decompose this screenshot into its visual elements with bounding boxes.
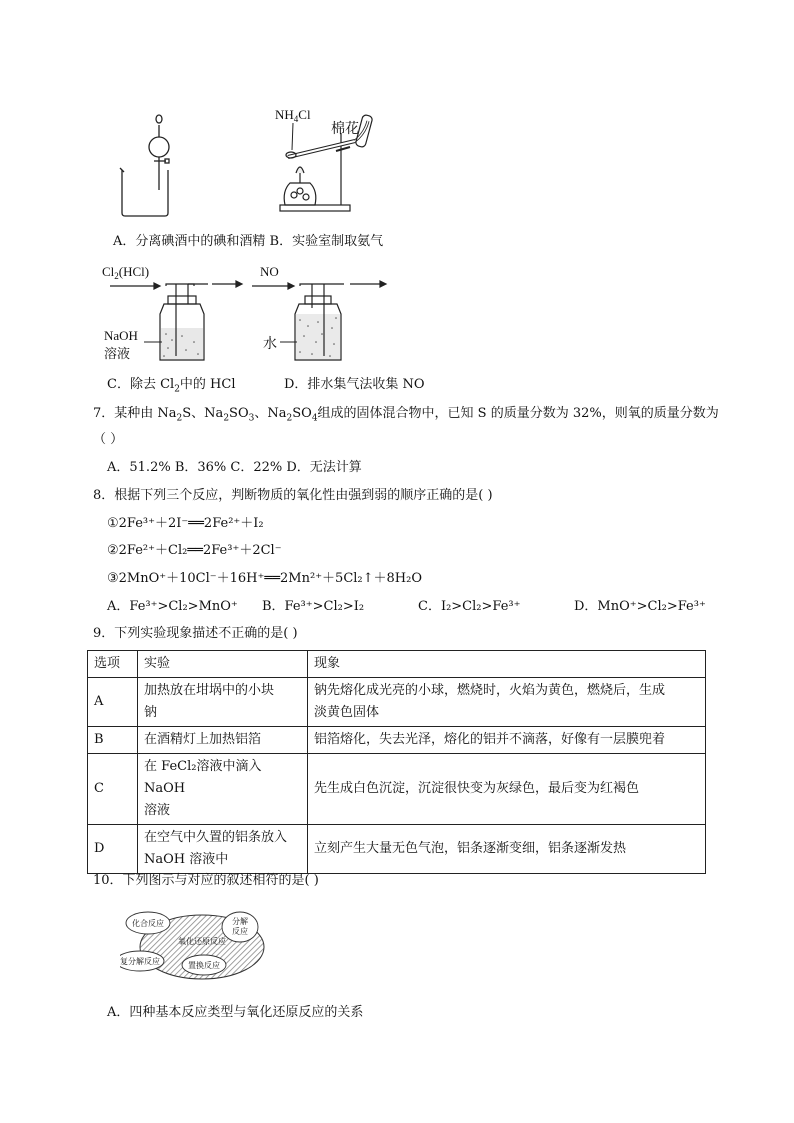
question-9-stem: 9．下列实验现象描述不正确的是( ) [93,626,298,641]
row-option: C [88,754,138,825]
row-experiment: 加热放在坩埚中的小块 钠 [138,678,308,727]
beaker-separatory-funnel-illustration [120,115,169,216]
caption-d: D．排水集气法收集 NO [284,377,425,392]
question-8-option-b: B．Fe³⁺>Cl₂>I₂ [262,599,365,614]
table-row [88,825,706,874]
label-replace: 置换反应 [188,961,220,970]
question-8-reaction-3: ③2MnO⁺＋10Cl⁻＋16H⁺══2Mn²⁺＋5Cl₂↑＋8H₂O [107,571,423,586]
row-phenomenon: 立刻产生大量无色气泡，铝条逐渐变细，铝条逐渐发热 [308,825,706,874]
table-row [88,678,706,727]
header-option: 选项 [88,651,138,678]
row-experiment: 在空气中久置的铝条放入 NaOH 溶液中 [138,825,308,874]
row-experiment: 在酒精灯上加热铝箔 [138,727,308,754]
header-phenomenon: 现象 [308,651,706,678]
label-redox: 氧化还原反应 [178,937,226,946]
label-decompose-1: 分解 [232,917,248,926]
row-option: A [88,678,138,727]
question-8-option-c: C．I₂>Cl₂>Fe³⁺ [418,599,521,614]
row-phenomenon: 先生成白色沉淀，沉淀很快变为灰绿色，最后变为红褐色 [308,754,706,825]
header-experiment: 实验 [138,651,308,678]
label-combine: 化合反应 [132,919,164,928]
question-8-stem: 8．根据下列三个反应，判断物质的氧化性由强到弱的顺序正确的是( ) [93,488,493,503]
figure-ab-apparatus [110,95,410,220]
row-phenomenon: 钠先熔化成光亮的小球，燃烧时，火焰为黄色，燃烧后，生成 淡黄色固体 [308,678,706,727]
row-option: D [88,825,138,874]
reaction-types-venn-diagram [120,905,270,985]
label-water: 水 [263,337,277,352]
table-row [88,754,706,825]
table-row [88,727,706,754]
question-7-stem: 7．某种由 $Na_2S$、$Na_2SO_3$、$Na_2SO_4$组成的固体混合物中，已知 S 的质量分数为 32%，则氧的质量分数为 [93,406,719,424]
row-option: B [88,727,138,754]
label-cl2-hcl: $Cl_2(HCl)$ [102,264,150,281]
label-decompose-2: 反应 [232,927,248,936]
label-nh4cl: $NH_4Cl$ [275,107,311,124]
label-cotton: 棉花 [331,122,359,137]
label-no: NO [260,264,279,279]
question-8-option-d: D．MnO⁺>Cl₂>Fe³⁺ [574,599,706,614]
question-8-reaction-2: ②2Fe²⁺＋Cl₂══2Fe³⁺＋2Cl⁻ [107,543,282,558]
table-header-row [88,651,706,678]
row-experiment: 在 FeCl₂溶液中滴入 NaOH 溶液 [138,754,308,825]
question-10-stem: 10．下列图示与对应的叙述相符的是( ) [93,873,319,888]
question-8-option-a: A．Fe³⁺>Cl₂>MnO⁺ [107,599,238,614]
question-10-option-a: A．四种基本反应类型与氧化还原反应的关系 [107,1005,364,1020]
ammonia-preparation-illustration [280,114,373,211]
caption-ab: A．分离碘酒中的碘和酒精 B．实验室制取氨气 [113,234,384,249]
figure-cd-apparatus [100,262,400,372]
experiment-table [87,650,706,874]
question-7-blank: （ ） [93,432,124,447]
question-7-options: A．51.2% B．36% C．22% D．无法计算 [107,460,362,475]
row-phenomenon: 铝箔熔化，失去光泽，熔化的铝并不滴落，好像有一层膜兜着 [308,727,706,754]
question-8-reaction-1: ①2Fe³⁺＋2I⁻══2Fe²⁺＋I₂ [107,516,264,531]
label-solution: 溶液 [104,346,131,361]
label-double-replace: 复分解反应 [120,957,160,966]
caption-c: C．除去 $Cl_2$中的 HCl [107,377,236,395]
label-naoh: NaOH [104,328,138,343]
